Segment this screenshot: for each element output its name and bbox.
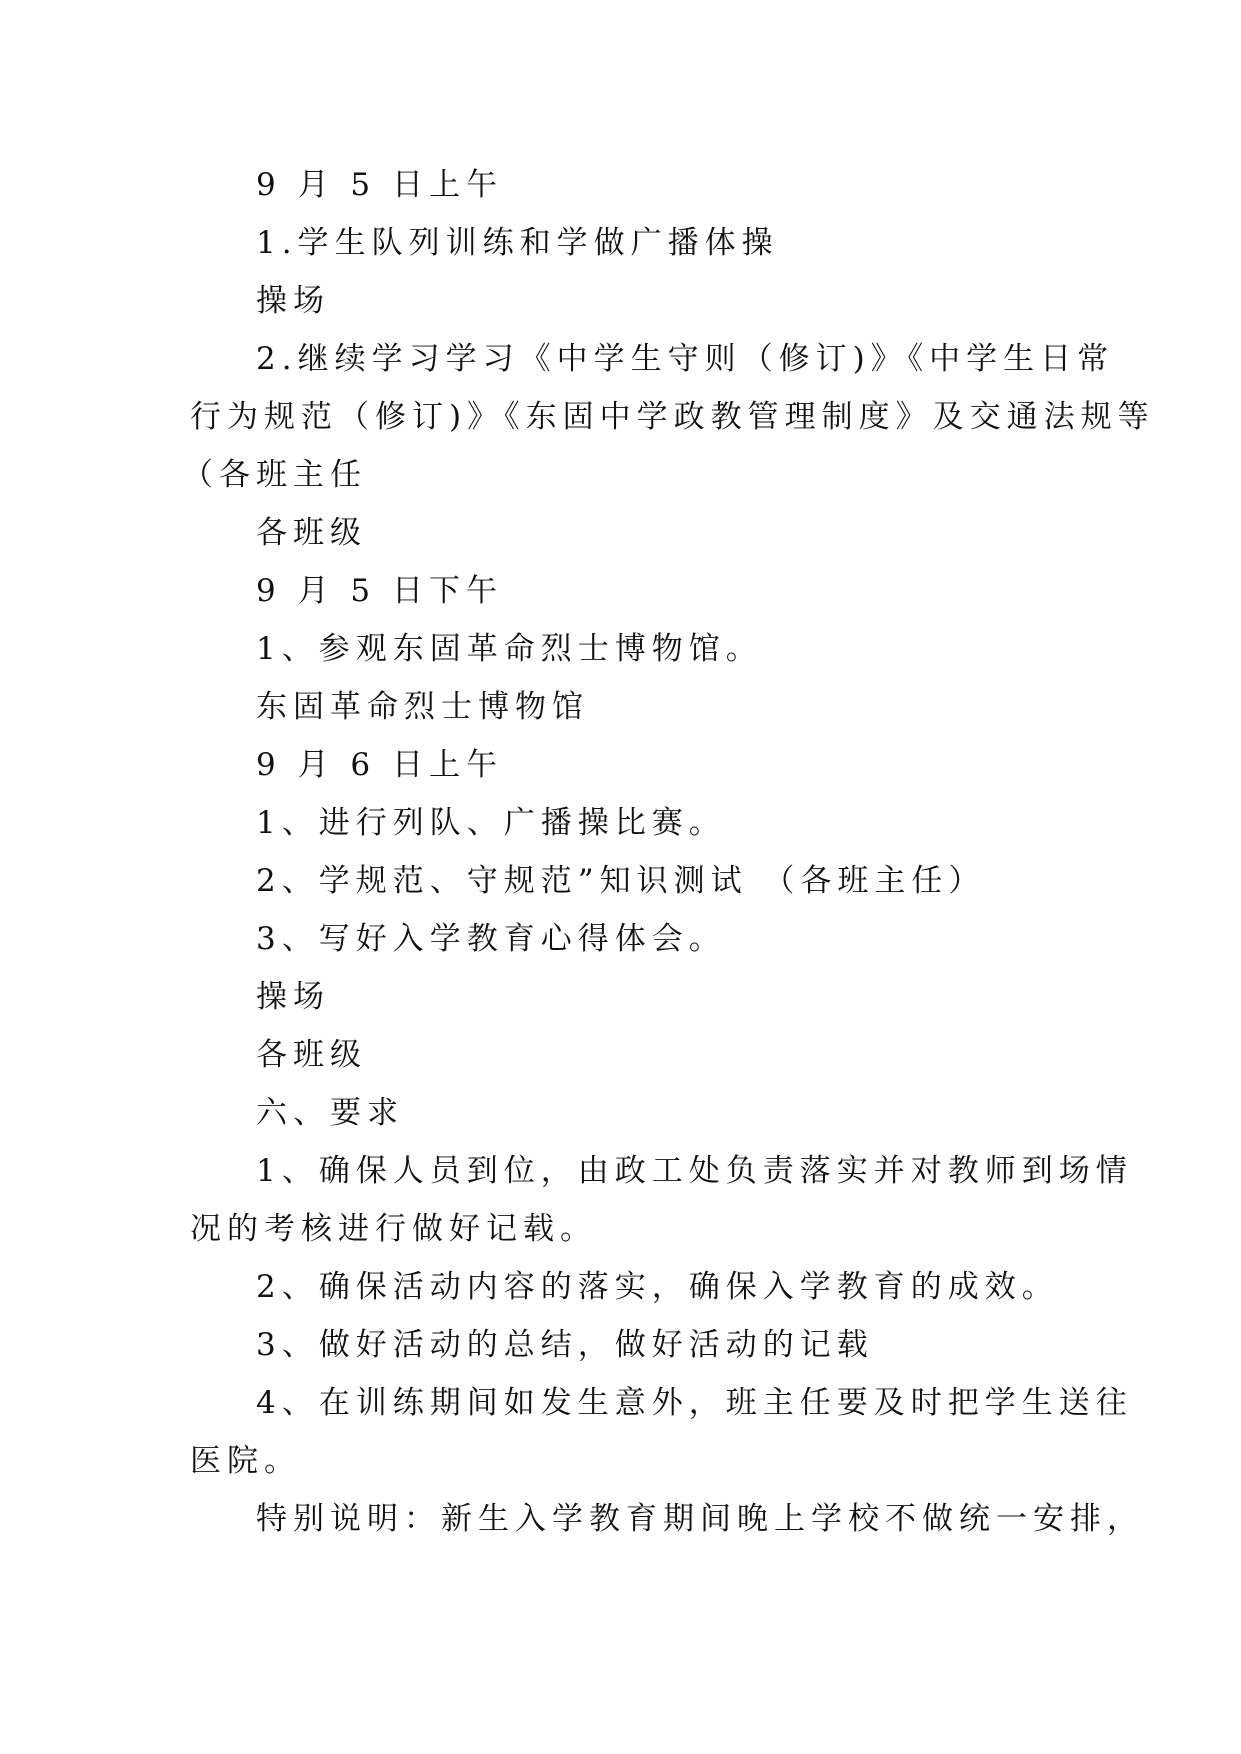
paragraph-continuation: 医院。 [190, 1443, 301, 1479]
paragraph-continuation: （各班主任 [182, 457, 367, 493]
date-heading: 9 月 6 日上午 [256, 747, 504, 783]
activity-item: 1.学生队列训练和学做广播体操 [256, 225, 779, 261]
requirement-item: 3、做好活动的总结，做好活动的记载 [256, 1327, 874, 1363]
requirement-item: 2、确保活动内容的落实，确保入学教育的成效。 [256, 1269, 1059, 1305]
location-label: 各班级 [256, 1037, 367, 1073]
section-heading: 六、要求 [256, 1095, 404, 1131]
activity-item: 2、学规范、守规范”知识测试 （各班主任） [256, 863, 986, 899]
location-label: 操场 [256, 283, 330, 319]
paragraph-continuation: 行为规范（修订)》《东固中学政教管理制度》及交通法规等 [190, 399, 1155, 435]
date-heading: 9 月 5 日下午 [256, 573, 504, 609]
special-note: 特别说明：新生入学教育期间晚上学校不做统一安排， [256, 1501, 1144, 1537]
activity-item: 3、写好入学教育心得体会。 [256, 921, 726, 957]
activity-item: 1、进行列队、广播操比赛。 [256, 805, 726, 841]
requirement-item: 4、在训练期间如发生意外，班主任要及时把学生送往 [256, 1385, 1133, 1421]
activity-item: 2.继续学习学习《中学生守则（修订)》《中学生日常 [256, 341, 1115, 377]
location-label: 操场 [256, 979, 330, 1015]
location-label: 东固革命烈士博物馆 [256, 689, 589, 725]
date-heading: 9 月 5 日上午 [256, 167, 504, 203]
location-label: 各班级 [256, 515, 367, 551]
paragraph-continuation: 况的考核进行做好记载。 [190, 1211, 597, 1247]
requirement-item: 1、确保人员到位，由政工处负责落实并对教师到场情 [256, 1153, 1133, 1189]
activity-item: 1、参观东固革命烈士博物馆。 [256, 631, 763, 667]
